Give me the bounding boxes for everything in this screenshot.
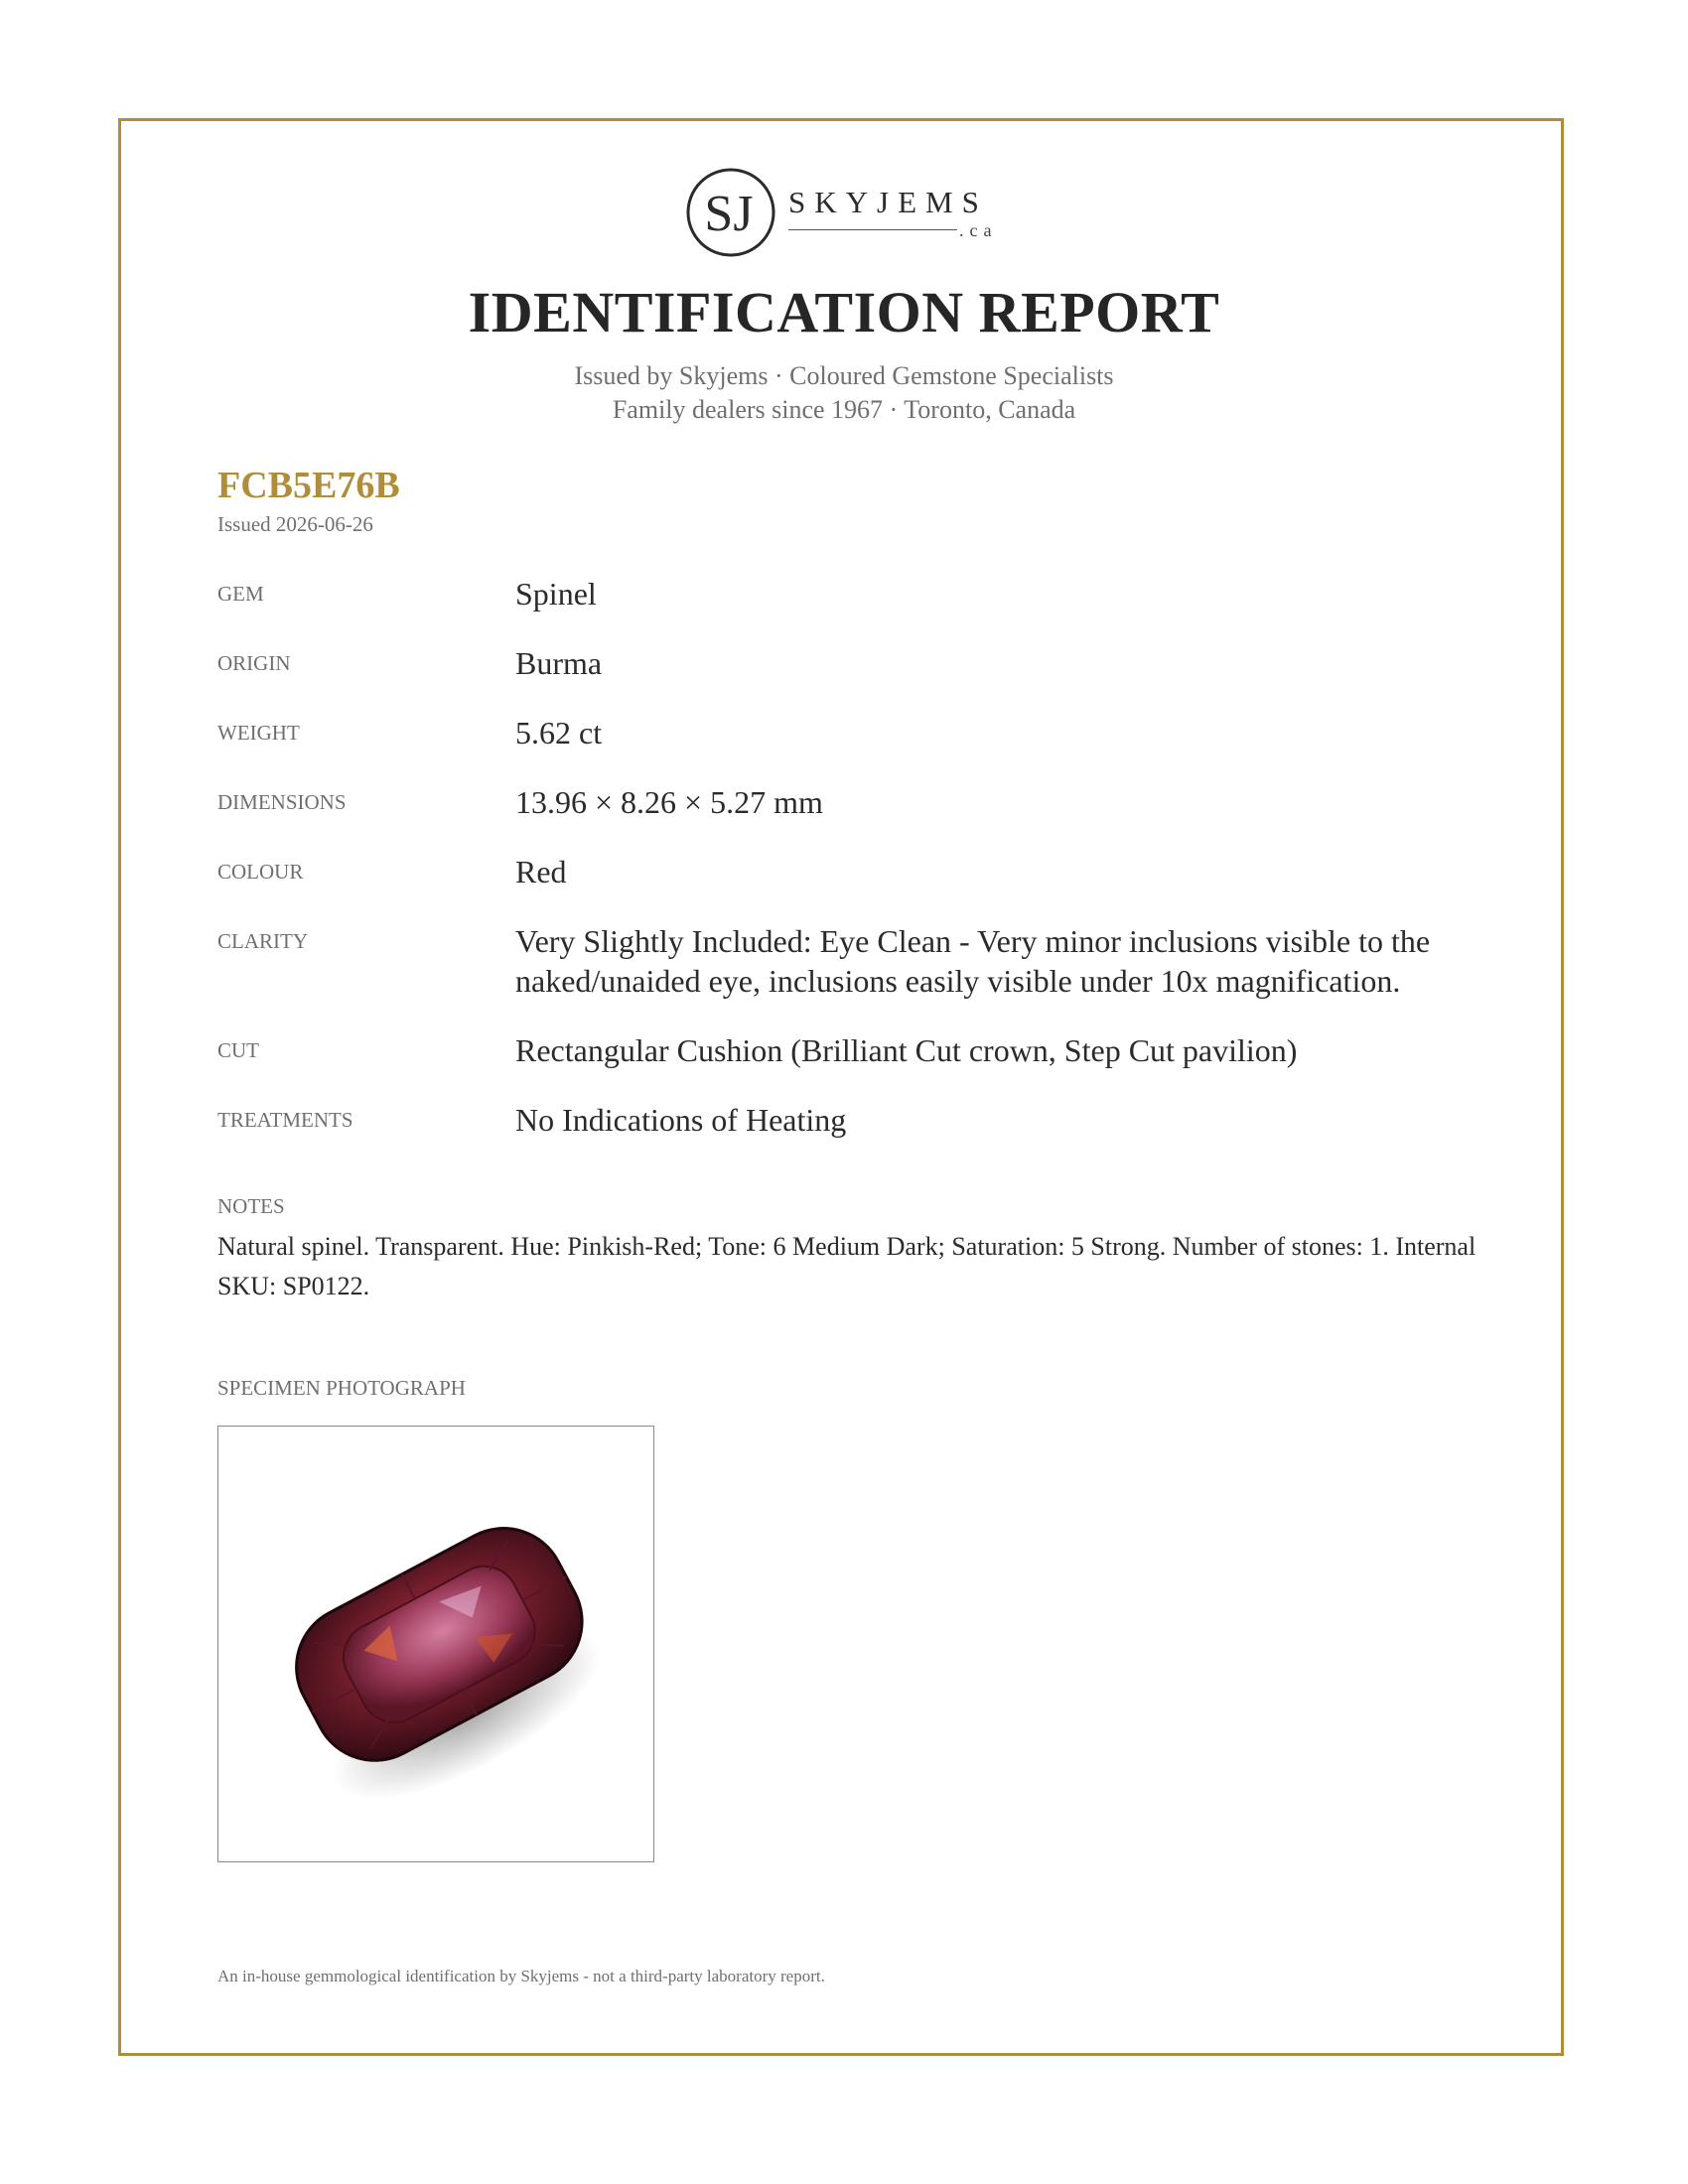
spinel-gem-image: [218, 1427, 654, 1862]
field-label: TREATMENTS: [217, 1108, 353, 1132]
field-weight: [217, 713, 1508, 752]
svg-text:SJ: SJ: [704, 186, 754, 242]
field-gem: [217, 574, 1508, 614]
specimen-photo: [217, 1426, 654, 1862]
field-treatments: [217, 1100, 1508, 1140]
field-value: No Indications of Heating: [515, 1102, 847, 1138]
field-value: 13.96 × 8.26 × 5.27 mm: [515, 784, 823, 820]
field-value: Red: [515, 854, 567, 889]
brand-name: SKYJEMS: [788, 184, 988, 219]
field-dimensions: [217, 782, 1508, 822]
issuer-line: Issued by Skyjems · Coloured Gemstone Specialists: [574, 361, 1114, 390]
sj-monogram-logo: [685, 167, 776, 258]
notes-text: Natural spinel. Transparent. Hue: Pinkish-Red; Tone: 6 Medium Dark; Saturation: 5 Strong. Number of stones: 1. Internal SKU: SP0122.: [217, 1232, 1477, 1300]
field-clarity: [217, 921, 1508, 1001]
report-title: IDENTIFICATION REPORT: [468, 280, 1220, 344]
field-value: Burma: [515, 645, 603, 681]
field-value: Spinel: [515, 576, 597, 612]
report-id: FCB5E76B: [217, 465, 400, 506]
field-label: WEIGHT: [217, 721, 300, 745]
field-label: CUT: [217, 1038, 259, 1062]
field-value: 5.62 ct: [515, 715, 603, 751]
field-value: Very Slightly Included: Eye Clean - Very minor inclusions visible to the naked/unaided eye, inclusions easily visible under 10x magnification.: [515, 923, 1431, 999]
field-label: CLARITY: [217, 929, 308, 953]
field-label: ORIGIN: [217, 651, 291, 675]
field-colour: [217, 852, 1508, 891]
footer-disclaimer: An in-house gemmological identification by Skyjems - not a third-party laboratory report.: [217, 1967, 825, 1985]
field-label: GEM: [217, 582, 264, 606]
notes-label: NOTES: [217, 1194, 285, 1218]
field-cut: [217, 1030, 1508, 1070]
field-label: DIMENSIONS: [217, 790, 347, 814]
skyjems-logo: [685, 165, 997, 260]
field-label: COLOUR: [217, 860, 304, 884]
photo-label: SPECIMEN PHOTOGRAPH: [217, 1376, 466, 1400]
heritage-line: Family dealers since 1967 · Toronto, Canada: [612, 395, 1076, 424]
field-origin: [217, 643, 1508, 683]
issued-date: Issued 2026-06-26: [217, 512, 373, 536]
gem-details: [217, 574, 1508, 1169]
brand-underline: [788, 229, 957, 230]
brand-tld: .ca: [959, 219, 998, 240]
field-value: Rectangular Cushion (Brilliant Cut crown, Step Cut pavilion): [515, 1032, 1298, 1068]
